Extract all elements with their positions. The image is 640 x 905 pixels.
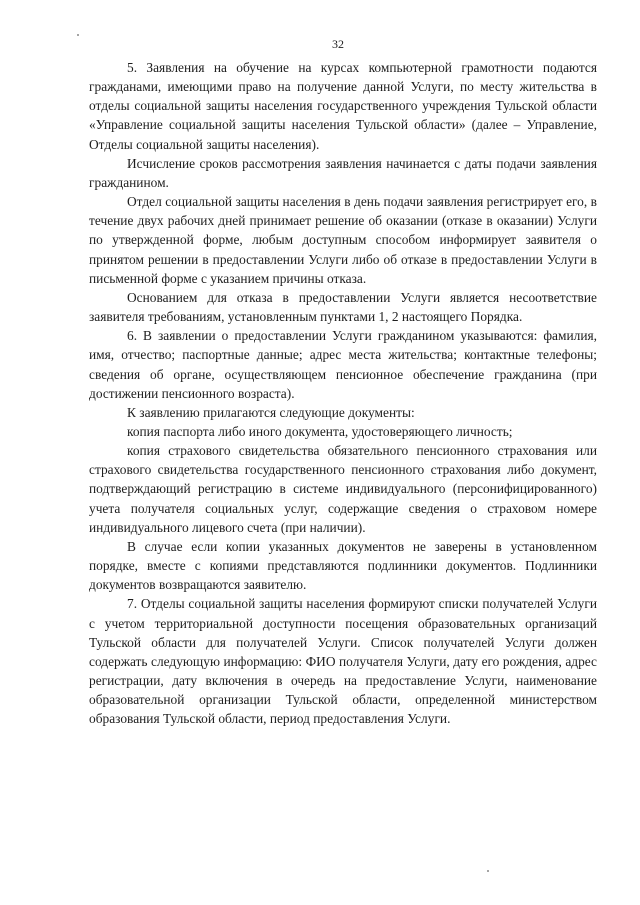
paragraph-originals: В случае если копии указанных документов не заверены в установленном порядке, вместе с копиями представляются подлинники документов. Подлинники документов возвращаются заявителю. (89, 538, 597, 593)
paragraph-deadline-calculation: Исчисление сроков рассмотрения заявления начинается с даты подачи заявления гражданином. (89, 155, 597, 190)
paragraph-attached-documents: К заявлению прилагаются следующие документы: (127, 404, 415, 420)
paragraph-6-application-contents: 6. В заявлении о предоставлении Услуги гражданином указываются: фамилия, имя, отчество; паспортные данные; адрес места жительства; контактные телефоны; сведения об органе, осуществляющем пенсионное обеспечение гражданина (при достижении пенсионного возраста). (89, 328, 597, 401)
paragraph-7-recipient-lists: 7. Отделы социальной защиты населения формируют списки получателей Услуги с учетом территориальной доступности посещения образовательных организаций Тульской области для получателей Услуги. Список получателей Услуги должен содержать следующую информацию: ФИО получателя Услуги, дату его рождения, адрес регистрации, дату включения в очередь на предоставление Услуги, наименование образовательной организации Тульской области, определенной министерством образования Тульской области, период предоставления Услуги. (89, 596, 597, 727)
page-number: 32 (332, 37, 344, 51)
paragraph-5-applications: 5. Заявления на обучение на курсах компьютерной грамотности подаются гражданами, имеющими право на получение данной Услуги, по месту жительства в отделы социальной защиты населения государственного учреждения Тульской области «Управление социальной защиты населения Тульской области» (далее – Управление, Отделы социальной защиты населения). (89, 60, 597, 152)
paragraph-refusal-grounds: Основанием для отказа в предоставлении Услуги является несоответствие заявителя требованиям, установленным пунктами 1, 2 настоящего Порядка. (89, 289, 597, 325)
paragraph-department-registration: Отдел социальной защиты населения в день подачи заявления регистрирует его, в течение двух рабочих дней принимает решение об оказании (отказе в оказании) Услуги по утвержденной форме, любым доступным способом информирует заявителя о принятом решении в предоставлении Услуги либо об отказе в предоставлении Услуги в письменной форме с указанием причины отказа. (89, 194, 597, 286)
scan-speck (487, 870, 489, 872)
paragraph-insurance-certificate: копия страхового свидетельства обязательного пенсионного страхования или страхового свидетельства государственного пенсионного страхования либо документ, подтверждающий регистрацию в системе индивидуального (персонифицированного) учета получателя социальных услуг, содержащие сведения о страховом номере индивидуального лицевого счета (при наличии). (89, 443, 597, 535)
paragraph-passport-copy: копия паспорта либо иного документа, удостоверяющего личность; (127, 423, 513, 439)
document-body (89, 58, 597, 728)
scan-speck (77, 34, 79, 36)
